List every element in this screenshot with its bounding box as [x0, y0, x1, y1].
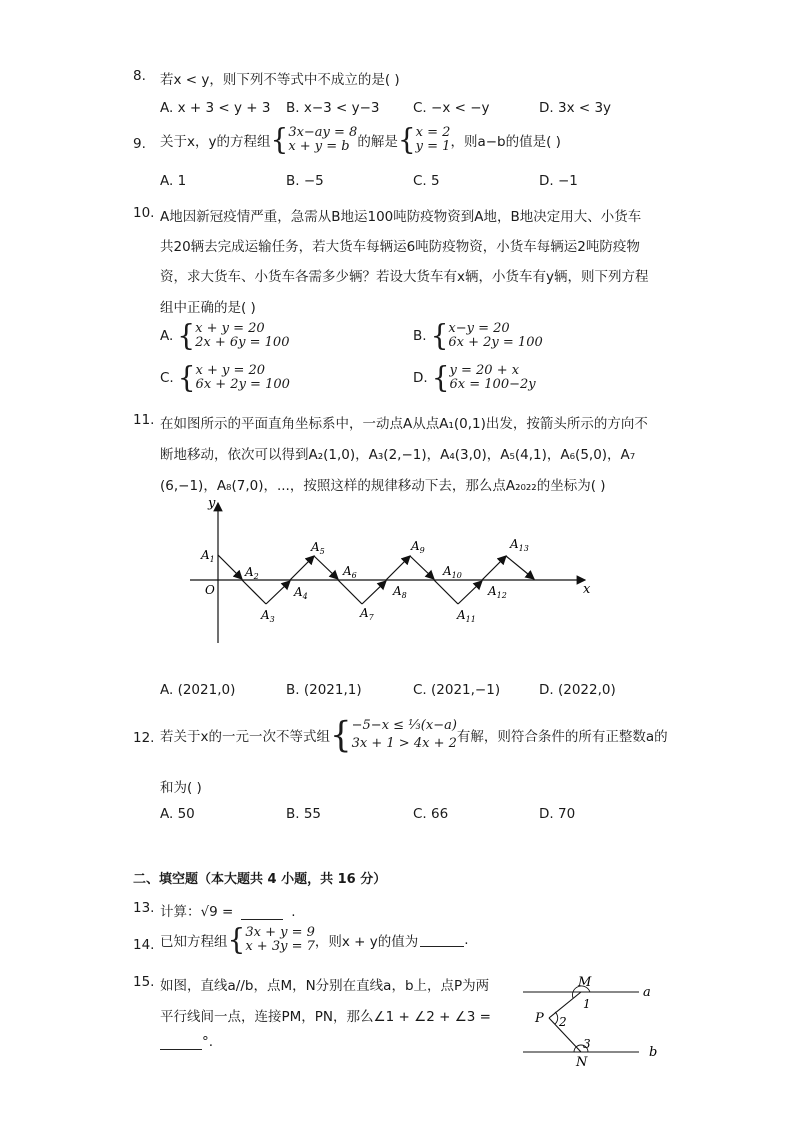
q10-option-c-eq1: x + y = 20 [195, 363, 266, 378]
q12-option-a: A. 50 [160, 806, 195, 822]
q12-brace: { [330, 714, 352, 756]
label-a5: $A_5$ [311, 540, 325, 556]
q13-stem-text: 计算：√9 = [160, 904, 234, 920]
q14-end: . [464, 932, 469, 948]
q14-stem-a: 已知方程组 [160, 934, 228, 950]
label-a6: $A_6$ [343, 564, 357, 580]
q12-stem-c: 和为( ) [160, 780, 202, 796]
label-m: M [578, 975, 592, 990]
q8-option-b: B. x−3 < y−3 [286, 100, 380, 116]
q10-option-d-label: D. [413, 370, 428, 386]
q9-number: 9. [133, 136, 146, 152]
q12-stem-b: 有解，则符合条件的所有正整数a的 [456, 729, 668, 745]
label-b: b [649, 1045, 658, 1060]
q9-brace-2: { [397, 122, 416, 157]
q12-number: 12. [133, 730, 155, 746]
q14-stem-b: ，则x + y的值为 [314, 934, 419, 950]
q15-number: 15. [133, 974, 155, 990]
q11-option-d: D. (2022,0) [539, 682, 616, 698]
q10-line-1: A地因新冠疫情严重，急需从B地运100吨防疫物资到A地，B地决定用大、小货车 [160, 209, 642, 225]
q14-stem [160, 922, 469, 957]
q15-line-3 [160, 1034, 213, 1050]
q10-option-b-brace: { [430, 318, 449, 353]
q9-stem [160, 122, 561, 157]
q10-option-a-eq1: x + y = 20 [195, 321, 265, 336]
q14-system-eq1: 3x + y = 9 [245, 925, 315, 940]
q10-option-b-eq1: x−y = 20 [448, 321, 510, 336]
q10-option-c-eq2: 6x + 2y = 100 [195, 377, 290, 392]
q13-answer-blank[interactable] [241, 907, 283, 920]
q10-option-a-brace: { [177, 318, 196, 353]
q15-line-1: 如图，直线a//b，点M，N分别在直线a，b上，点P为两 [160, 978, 490, 994]
q10-option-d-eq2: 6x = 100−2y [449, 377, 536, 392]
q10-option-a [160, 318, 290, 353]
q15-end: °. [202, 1034, 214, 1050]
x-axis-label: x [583, 582, 591, 597]
q9-option-b: B. −5 [286, 173, 324, 189]
label-a4: $A_4$ [294, 585, 308, 601]
label-angle-3: 3 [583, 1037, 591, 1051]
q10-option-d-system [450, 364, 536, 392]
label-a2: $A_2$ [245, 565, 259, 581]
q13-end: . [291, 904, 296, 920]
q12-option-d: D. 70 [539, 806, 576, 822]
q9-system-2-eq1: x = 2 [415, 125, 451, 140]
q11-option-a: A. (2021,0) [160, 682, 236, 698]
q10-option-d-eq1: y = 20 + x [449, 363, 520, 378]
q15-line-2: 平行线间一点，连接PM，PN，那么∠1 + ∠2 + ∠3 = [160, 1009, 491, 1025]
q14-number: 14. [133, 937, 155, 953]
q8-option-a: A. x + 3 < y + 3 [160, 100, 271, 116]
q12-system-eq2: 3x + 1 > 4x + 2 [351, 736, 457, 751]
q10-option-d-brace: { [431, 360, 450, 395]
q11-line-2: 断地移动，依次可以得到A₂(1,0)，A₃(2,−1)，A₄(3,0)，A₅(4,1)，A₆(5,0)，A₇ [160, 447, 636, 463]
label-a8: $A_8$ [393, 584, 407, 600]
q15-parallel-lines-figure [515, 972, 665, 1072]
q10-line-4: 组中正确的是( ) [160, 300, 256, 316]
angle-2-arc [555, 1012, 558, 1024]
q10-option-c-brace: { [177, 360, 196, 395]
origin-label: O [205, 583, 215, 597]
q11-zigzag-figure [190, 495, 610, 655]
q13-stem [160, 900, 296, 920]
q9-system-1 [288, 126, 357, 154]
q9-system-2-eq2: y = 1 [415, 139, 451, 154]
q9-system-1-eq2: x + y = b [288, 139, 350, 154]
q15-answer-blank[interactable] [160, 1037, 202, 1050]
label-a3: $A_3$ [261, 608, 275, 624]
label-n: N [576, 1055, 588, 1070]
q9-stem-c: ，则a−b的值是( ) [450, 134, 561, 150]
q8-number: 8. [133, 68, 146, 84]
q10-option-a-label: A. [160, 328, 174, 344]
q9-option-c: C. 5 [413, 173, 440, 189]
q9-option-d: D. −1 [539, 173, 578, 189]
q12-system-eq1: −5−x ≤ ⅓(x−a) [351, 718, 457, 733]
q10-line-2: 共20辆去完成运输任务，若大货车每辆运6吨防疫物资，小货车每辆运2吨防疫物 [160, 239, 640, 255]
label-a11: $A_{11}$ [457, 608, 476, 624]
q12-stem-a: 若关于x的一元一次不等式组 [160, 729, 330, 745]
q9-stem-a: 关于x，y的方程组 [160, 134, 271, 150]
label-angle-1: 1 [583, 997, 591, 1011]
label-p: P [535, 1011, 544, 1026]
q11-line-3: (6,−1)，A₈(7,0)，...，按照这样的规律移动下去，那么点A₂₀₂₂的坐标为( ) [160, 478, 606, 494]
q10-option-a-eq2: 2x + 6y = 100 [195, 335, 290, 350]
q10-option-d [413, 360, 536, 395]
q8-option-c: C. −x < −y [413, 100, 490, 116]
label-a10: $A_{10}$ [443, 564, 462, 580]
q14-brace: { [227, 922, 246, 957]
q13-number: 13. [133, 900, 155, 916]
q10-option-b-system [448, 322, 542, 350]
q10-option-c-system [196, 364, 290, 392]
q12-option-c: C. 66 [413, 806, 449, 822]
label-a9: $A_9$ [411, 539, 425, 555]
label-a1: $A_1$ [201, 548, 215, 564]
q11-number: 11. [133, 412, 155, 428]
q10-option-b-label: B. [413, 328, 427, 344]
q11-line-1: 在如图所示的平面直角坐标系中，一动点A从点A₁(0,1)出发，按箭头所示的方向不 [160, 416, 648, 432]
q8-stem: 若x < y，则下列不等式中不成立的是( ) [160, 72, 400, 88]
q10-option-a-system [195, 322, 289, 350]
q9-stem-b: 的解是 [357, 134, 398, 150]
q10-option-c-label: C. [160, 370, 174, 386]
y-axis-label: y [208, 496, 216, 511]
q14-answer-blank[interactable] [420, 934, 464, 947]
section-fill-in-title: 二、填空题（本大题共 4 小题，共 16 分） [133, 872, 387, 887]
q10-option-c [160, 360, 290, 395]
q11-option-c: C. (2021,−1) [413, 682, 501, 698]
label-a7: $A_7$ [360, 606, 374, 622]
q10-option-b [413, 318, 543, 353]
q9-option-a: A. 1 [160, 173, 187, 189]
q8-option-d: D. 3x < 3y [539, 100, 612, 116]
q10-line-3: 资，求大货车、小货车各需多少辆？若设大货车有x辆，小货车有y辆，则下列方程 [160, 269, 649, 285]
q9-brace-1: { [270, 122, 289, 157]
q12-stem [160, 714, 668, 756]
q9-system-1-eq1: 3x−ay = 8 [288, 125, 358, 140]
q12-system [352, 717, 457, 753]
label-angle-2: 2 [559, 1015, 567, 1029]
q9-system-2 [416, 126, 451, 154]
q11-option-b: B. (2021,1) [286, 682, 362, 698]
q14-system-eq2: x + 3y = 7 [245, 939, 315, 954]
label-a: a [643, 985, 651, 1000]
label-a13: $A_{13}$ [510, 537, 529, 553]
q10-option-b-eq2: 6x + 2y = 100 [448, 335, 543, 350]
q12-option-b: B. 55 [286, 806, 322, 822]
q14-system [245, 926, 315, 954]
q10-number: 10. [133, 205, 155, 221]
label-a12: $A_{12}$ [488, 584, 507, 600]
